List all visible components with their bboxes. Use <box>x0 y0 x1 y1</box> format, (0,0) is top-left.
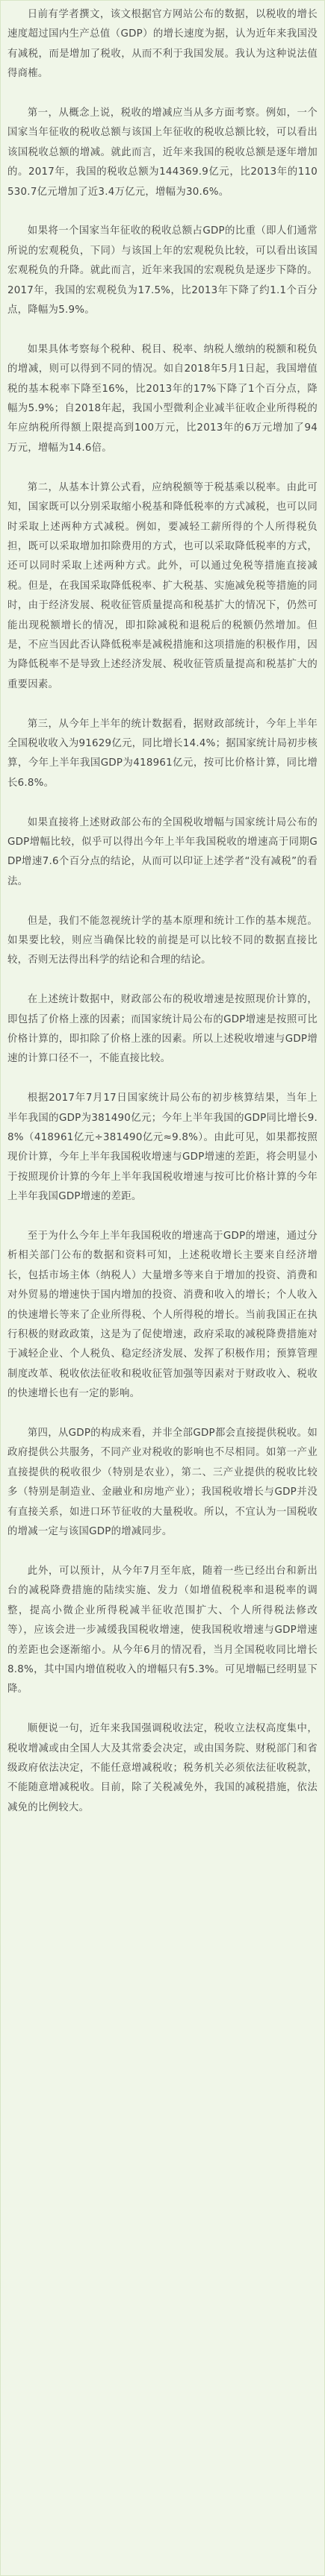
body-paragraph-growth-reasons: 至于为什么今年上半年我国税收的增速高于GDP的增速，通过分析相关部门公布的数据和资料可知，上述税收增长主要来自经济增长，包括市场主体（纳税人）大量增多等来自于增加的投资、消费和对外贸易的增速快于国内增加的投资、消费和收入的增长；个人收入的快速增长等来了企业所得税、个人所得税的增长。当前我国正在执行积极的财政政策，这是为了促使增速，政府采取的减税降费措施对于减轻企业、个人税负、稳定经济发展、发挥了积极作用；预算管理制度改革、税收依法征收和税收征管加强等因素对于财政收入、税收的快速增长也有一定的影响。 <box>7 1231 318 1400</box>
body-paragraph-statistics-principle: 但是，我们不能忽视统计学的基本原理和统计工作的基本规范。如果要比较，则应当确保比较的前提是可以比较不同的数据直接比较，否则无法得出科学的结论和合理的结论。 <box>7 915 318 966</box>
paragraph-gap <box>7 892 318 911</box>
paragraph-gap <box>7 1069 318 1089</box>
paragraph-gap <box>7 1404 318 1424</box>
body-paragraph-direct-comparison: 如果直接将上述财政部公布的全国税收增幅与国家统计局公布的GDP增幅比较，似乎可以得出今年上半年我国税收的增速高于同期GDP增速7.6个百分点的结论，从而可以印证上述学者“没有减税”的看法。 <box>7 816 318 887</box>
body-paragraph-macro-tax-burden: 如果将一个国家当年征收的税收总额占GDP的比重（即人们通常所说的宏观税负，下同）与该国上年的宏观税负比较，可以看出该国宏观税负的升降。就此而言，近年来我国的宏观税负是逐步下降的。2017年，我国的宏观税负为17.5%，比2013年下降了约1.1个百分点，降幅为5.9%。 <box>7 225 318 316</box>
body-paragraph-first-point: 第一，从概念上说，税收的增减应当从多方面考察。例如，一个国家当年征收的税收总额与该国上年征收的税收总额比较，可以看出该国税收总额的增减。就此而言，近年来我国的税收总额是逐年增加的。2017年，我国的税收总额为144369.9亿元，比2013年的110530.7亿元增加了近3.4万亿元，增幅为30.6%。 <box>7 107 318 198</box>
paragraph-gap <box>7 971 318 990</box>
body-paragraph-outlook: 此外，可以预计，从今年7月至年底，随着一些已经出台和新出台的减税降费措施的陆续实施、发力（如增值税税率和退税率的调整，提高小微企业所得税减半征收范围扩大、个人所得税法修改等），应该会进一步减缓我国税收增速，使我国税收增速与GDP增速的差距也会逐渐缩小。从今年6月的情况看，当月全国税收同比增长8.8%，其中国内增值税收入的增幅只有5.3%。可见增幅已经明显下降。 <box>7 1565 318 1695</box>
paragraph-gap <box>7 793 318 813</box>
body-paragraph-calculation-basis: 在上述统计数据中，财政部公布的税收增速是按照现价计算的，即包括了价格上涨的因素；而国家统计局公布的GDP增速是按照可比价格计算的，即扣除了价格上涨的因素。所以上述税收增速与GDP增速的计算口径不一，不能直接比较。 <box>7 994 318 1065</box>
body-paragraph-third-point: 第三，从今年上半年的统计数据看，据财政部统计，今年上半年全国税收收入为91629亿元，同比增长14.4%；据国家统计局初步核算，今年上半年我国GDP为418961亿元，按可比价格计算，同比增长6.8%。 <box>7 718 318 789</box>
paragraph-gap <box>7 458 318 478</box>
paragraph-gap <box>7 1207 318 1227</box>
intro-paragraph: 日前有学者撰文，该文根据官方网站公布的数据，以税收的增长速度超过国内生产总值（GDP）的增长速度为据，认为近年来我国没有减税，而是增加了税收，从而不利于我国发展。我认为这种说法值得商榷。 <box>7 9 318 80</box>
body-paragraph-fourth-point: 第四，从GDP的构成来看，并非全部GDP都会直接提供税收。如政府提供公共服务，不同产业对税收的影响也不尽相同。如第一产业直接提供的税收很少（特别是农业），第二、三产业提供的税收比较多（特别是制造业、金融业和房地产业）；我国税收增长与GDP并没有直接关系，如进口环节征收的大量税收。所以，不宜认为一国税收的增减一定与该国GDP的增减同步。 <box>7 1428 318 1538</box>
body-paragraph-tax-items: 如果具体考察每个税种、税目、税率、纳税人缴纳的税额和税负的增减，则可以得到不同的情况。如自2018年5月1日起，我国增值税的基本税率下降至16%，比2013年的17%下降了1个百分点，降幅为5.9%；自2018年起，我国小型微利企业减半征收企业所得税的年应纳税所得额上限提高到100万元，比2013年的6万元增加了94万元，增幅为14.6倍。 <box>7 343 318 454</box>
paragraph-gap <box>7 1542 318 1562</box>
closing-paragraph: 顺便说一句，近年来我国强调税收法定，税收立法权高度集中，税收增减或由全国人大及其常委会决定，或由国务院、财税部门和省级政府依法决定，不能任意增减税收；税务机关必须依法征收税款，不能随意增减税收。目前，除了关税减免外，我国的减税措施，依法减免的比例较大。 <box>7 1723 318 1813</box>
paragraph-gap <box>7 202 318 222</box>
paragraph-gap <box>7 84 318 104</box>
paragraph-gap <box>7 1700 318 1719</box>
body-paragraph-second-point: 第二，从基本计算公式看，应纳税额等于税基乘以税率。由此可知，国家既可以分别采取缩小税基和降低税率的方式减税，也可以同时采取上述两种方式减税。例如，要减轻工薪所得的个人所得税负担，既可以采取增加扣除费用的方式，也可以采取降低税率的方式，还可以同时采取上述两种方式。此外，可以通过免税等措施直接减税。但是，在我国采取降低税率、扩大税基、实施减免税等措施的同时，由于经济发展、税收征管质量提高和税基扩大的情况下，仍然可能出现税额增长的情况，即扣除减税和退税后的税额仍然增加。但是，不应当因此否认降低税率是减税措施和这项措施的积极作用，因为降低税率不是导致上述经济发展、税收征管质量提高和税基扩大的重要因素。 <box>7 481 318 690</box>
paragraph-gap <box>7 695 318 714</box>
body-paragraph-gdp-current-price: 根据2017年7月17日国家统计局公布的初步核算结果，当年上半年我国的GDP为381490亿元；今年上半年我国的GDP同比增长9.8%（418961亿元÷381490亿元≈9.8%）。由此可见，如果都按照现价计算，今年上半年我国税收增速与GDP增速的差距，将会明显小于按照现价计算的今年上半年我国税收增速与按可比价格计算的今年上半年我国GDP增速的差距。 <box>7 1092 318 1203</box>
paragraph-gap <box>7 320 318 340</box>
